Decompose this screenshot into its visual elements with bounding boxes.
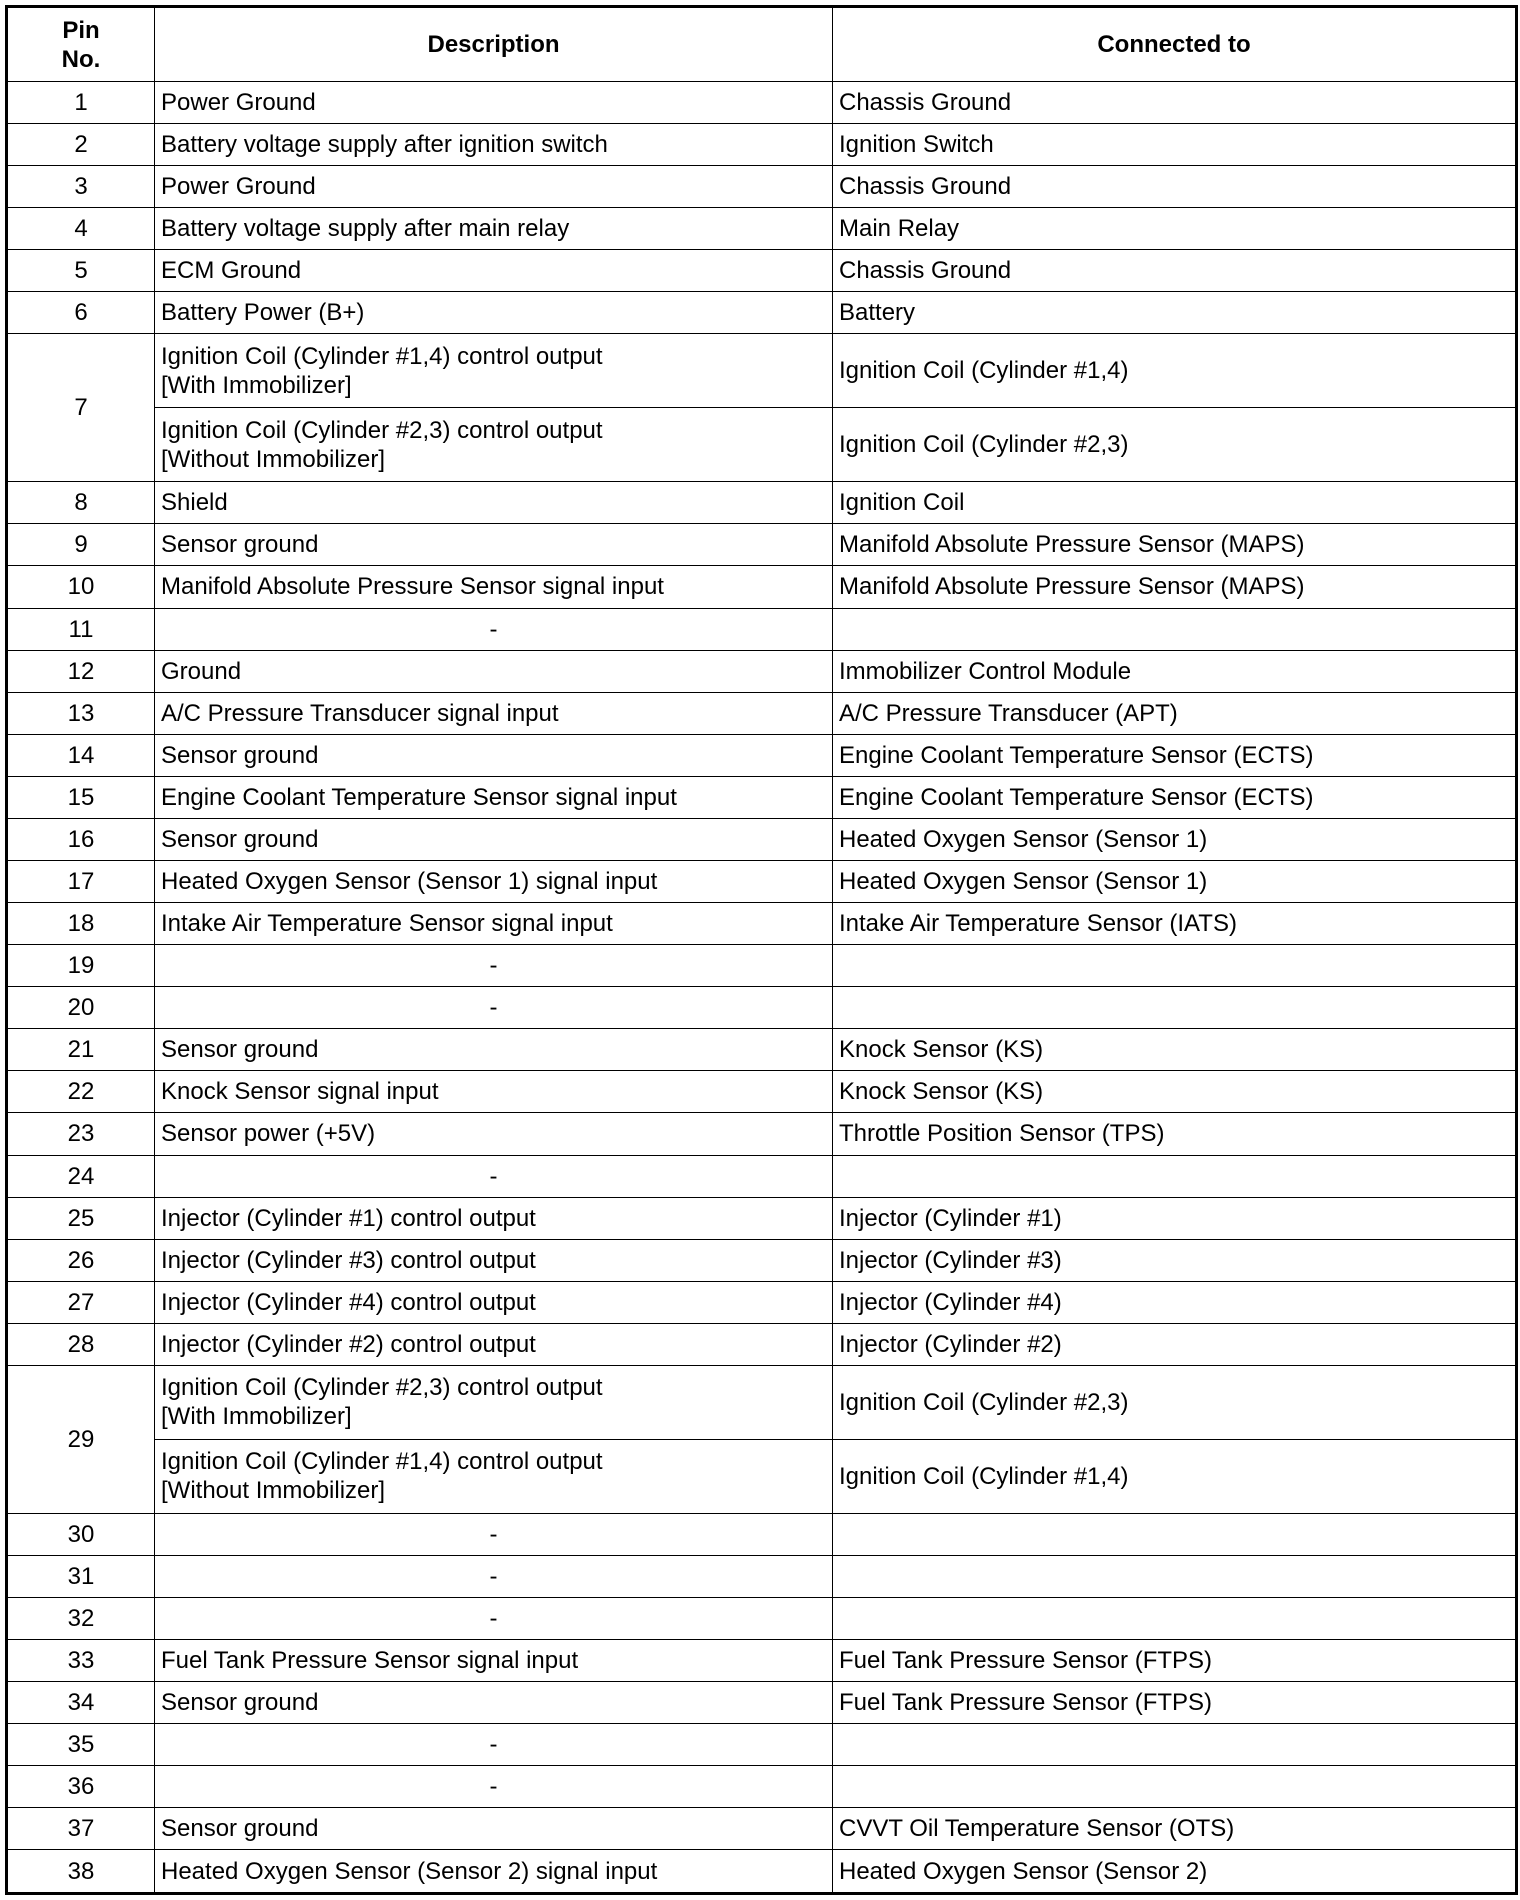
connected-to (833, 1513, 1517, 1555)
table-row (7, 1239, 1517, 1281)
pin-number: 24 (7, 1155, 155, 1197)
pin-description (155, 818, 833, 860)
table-row (7, 1365, 1517, 1439)
connected-to: Chassis Ground (833, 250, 1517, 292)
connected-to: Engine Coolant Temperature Sensor (ECTS) (833, 734, 1517, 776)
description-line: Knock Sensor signal input (161, 1078, 439, 1106)
pin-description (155, 1555, 833, 1597)
description-line: Ignition Coil (Cylinder #1,4) control output (161, 342, 603, 370)
connected-to-header: Connected to (833, 7, 1517, 82)
connected-to: Heated Oxygen Sensor (Sensor 1) (833, 818, 1517, 860)
table-row (7, 1682, 1517, 1724)
description-line: Manifold Absolute Pressure Sensor signal input (161, 573, 664, 601)
table-row (7, 1071, 1517, 1113)
pin-no-header (7, 7, 155, 82)
description-line: - (489, 1520, 498, 1548)
pin-number: 32 (7, 1597, 155, 1639)
pin-description (155, 1239, 833, 1281)
description-line: - (489, 615, 498, 643)
connected-to: Battery (833, 292, 1517, 334)
connected-to: Ignition Coil (Cylinder #1,4) (833, 1439, 1517, 1513)
connected-to: Manifold Absolute Pressure Sensor (MAPS) (833, 524, 1517, 566)
connected-to: Ignition Coil (Cylinder #2,3) (833, 1365, 1517, 1439)
connected-to: Manifold Absolute Pressure Sensor (MAPS) (833, 566, 1517, 608)
pin-description (155, 1197, 833, 1239)
connected-to: Knock Sensor (KS) (833, 1029, 1517, 1071)
pin-description (155, 566, 833, 608)
table-row (7, 1323, 1517, 1365)
description-line: Sensor ground (161, 741, 319, 769)
connected-to (833, 1155, 1517, 1197)
pin-description (155, 692, 833, 734)
description-line: - (489, 994, 498, 1022)
pin-number: 36 (7, 1766, 155, 1808)
pin-description (155, 945, 833, 987)
pin-number: 20 (7, 987, 155, 1029)
table-row (7, 1439, 1517, 1513)
description-line: [Without Immobilizer] (161, 1477, 386, 1505)
pin-number: 3 (7, 166, 155, 208)
table-row (7, 1808, 1517, 1850)
description-line: Sensor ground (161, 825, 319, 853)
pin-description (155, 860, 833, 902)
table-row (7, 1766, 1517, 1808)
table-row (7, 408, 1517, 482)
connected-to: Ignition Coil (Cylinder #1,4) (833, 334, 1517, 408)
connected-to: CVVT Oil Temperature Sensor (OTS) (833, 1808, 1517, 1850)
table-row (7, 1155, 1517, 1197)
connected-to (833, 1555, 1517, 1597)
pin-description (155, 903, 833, 945)
description-line: [With Immobilizer] (161, 371, 352, 399)
description-line: [With Immobilizer] (161, 1403, 352, 1431)
pin-number: 7 (7, 334, 155, 482)
description-line: Battery Power (B+) (161, 299, 365, 327)
table-row (7, 82, 1517, 124)
connected-to: Throttle Position Sensor (TPS) (833, 1113, 1517, 1155)
description-line: Heated Oxygen Sensor (Sensor 2) signal input (161, 1857, 658, 1885)
pin-number: 27 (7, 1281, 155, 1323)
pin-number: 11 (7, 608, 155, 650)
description-line: - (489, 1562, 498, 1590)
table-row (7, 1724, 1517, 1766)
connected-to (833, 987, 1517, 1029)
pin-description (155, 82, 833, 124)
description-line: Battery voltage supply after main relay (161, 215, 570, 243)
table-row (7, 566, 1517, 608)
pin-description (155, 482, 833, 524)
pin-number: 31 (7, 1555, 155, 1597)
table-row (7, 1113, 1517, 1155)
pin-number: 18 (7, 903, 155, 945)
pin-description (155, 124, 833, 166)
connected-to: Chassis Ground (833, 166, 1517, 208)
table-row (7, 903, 1517, 945)
description-line: Ignition Coil (Cylinder #2,3) control output (161, 416, 603, 444)
pin-description (155, 1639, 833, 1681)
table-row (7, 124, 1517, 166)
table-row (7, 1197, 1517, 1239)
table-row (7, 524, 1517, 566)
connected-to: Heated Oxygen Sensor (Sensor 1) (833, 860, 1517, 902)
description-line: Power Ground (161, 89, 316, 117)
connected-to: Injector (Cylinder #3) (833, 1239, 1517, 1281)
table-row (7, 1639, 1517, 1681)
pin-description (155, 1323, 833, 1365)
connected-to: Ignition Coil (Cylinder #2,3) (833, 408, 1517, 482)
pin-number: 21 (7, 1029, 155, 1071)
table-row (7, 1597, 1517, 1639)
pin-number: 12 (7, 650, 155, 692)
pin-number: 37 (7, 1808, 155, 1850)
description-line: Intake Air Temperature Sensor signal input (161, 910, 613, 938)
connected-to: Main Relay (833, 208, 1517, 250)
pin-number: 9 (7, 524, 155, 566)
description-line: Shield (161, 489, 228, 517)
connected-to (833, 1766, 1517, 1808)
pin-description (155, 1113, 833, 1155)
table-row (7, 860, 1517, 902)
connected-to: A/C Pressure Transducer (APT) (833, 692, 1517, 734)
description-line: Heated Oxygen Sensor (Sensor 1) signal input (161, 868, 658, 896)
pin-number: 26 (7, 1239, 155, 1281)
connected-to (833, 945, 1517, 987)
connected-to: Engine Coolant Temperature Sensor (ECTS) (833, 776, 1517, 818)
pin-number: 30 (7, 1513, 155, 1555)
table-row (7, 482, 1517, 524)
connected-to: Fuel Tank Pressure Sensor (FTPS) (833, 1639, 1517, 1681)
connected-to: Chassis Ground (833, 82, 1517, 124)
table-row (7, 166, 1517, 208)
table-row (7, 292, 1517, 334)
pin-number: 2 (7, 124, 155, 166)
table-row (7, 208, 1517, 250)
table-row (7, 734, 1517, 776)
connected-to: Intake Air Temperature Sensor (IATS) (833, 903, 1517, 945)
table-row (7, 608, 1517, 650)
description-line: Injector (Cylinder #1) control output (161, 1204, 536, 1232)
pin-description (155, 292, 833, 334)
description-line: Power Ground (161, 173, 316, 201)
description-line: - (489, 952, 498, 980)
pin-description (155, 1724, 833, 1766)
table-row (7, 250, 1517, 292)
pin-number: 16 (7, 818, 155, 860)
pin-number: 5 (7, 250, 155, 292)
connected-to: Fuel Tank Pressure Sensor (FTPS) (833, 1682, 1517, 1724)
connected-to: Immobilizer Control Module (833, 650, 1517, 692)
table-row (7, 692, 1517, 734)
connected-to: Ignition Coil (833, 482, 1517, 524)
table-row (7, 1281, 1517, 1323)
description-line: Engine Coolant Temperature Sensor signal input (161, 783, 677, 811)
description-line: Ignition Coil (Cylinder #2,3) control output (161, 1374, 603, 1402)
pin-number: 10 (7, 566, 155, 608)
description-line: [Without Immobilizer] (161, 445, 386, 473)
table-row (7, 334, 1517, 408)
pin-description (155, 250, 833, 292)
pin-number: 38 (7, 1850, 155, 1894)
pin-number: 25 (7, 1197, 155, 1239)
description-line: - (489, 1731, 498, 1759)
connected-to (833, 608, 1517, 650)
pin-description (155, 1808, 833, 1850)
pin-header-line1: Pin (62, 16, 100, 44)
pin-description (155, 408, 833, 482)
pin-description (155, 1682, 833, 1724)
description-line: ECM Ground (161, 257, 302, 285)
description-line: - (489, 1162, 498, 1190)
connected-to (833, 1724, 1517, 1766)
description-line: Sensor ground (161, 1815, 319, 1843)
description-line: Sensor ground (161, 1689, 319, 1717)
pin-number: 4 (7, 208, 155, 250)
pin-number: 17 (7, 860, 155, 902)
pin-description (155, 1155, 833, 1197)
connected-to: Knock Sensor (KS) (833, 1071, 1517, 1113)
table-row (7, 1555, 1517, 1597)
description-line: A/C Pressure Transducer signal input (161, 699, 559, 727)
table-row (7, 1850, 1517, 1894)
table-row (7, 650, 1517, 692)
table-body (7, 82, 1517, 1894)
pin-description (155, 524, 833, 566)
pin-number: 23 (7, 1113, 155, 1155)
pin-number: 28 (7, 1323, 155, 1365)
description-header: Description (155, 7, 833, 82)
pin-description-table (5, 5, 1518, 1895)
description-line: Sensor power (+5V) (161, 1120, 376, 1148)
pin-description (155, 334, 833, 408)
table-header-row (7, 7, 1517, 82)
pin-description (155, 734, 833, 776)
pin-description (155, 608, 833, 650)
table-row (7, 818, 1517, 860)
pin-description (155, 1439, 833, 1513)
connected-to: Heated Oxygen Sensor (Sensor 2) (833, 1850, 1517, 1894)
pin-number: 35 (7, 1724, 155, 1766)
pin-number: 13 (7, 692, 155, 734)
pin-number: 1 (7, 82, 155, 124)
description-line: - (489, 1604, 498, 1632)
pin-description (155, 987, 833, 1029)
pin-description (155, 1850, 833, 1894)
connected-to: Ignition Switch (833, 124, 1517, 166)
description-line: Battery voltage supply after ignition switch (161, 131, 608, 159)
table-row (7, 945, 1517, 987)
pin-number: 33 (7, 1639, 155, 1681)
pin-number: 6 (7, 292, 155, 334)
pin-description (155, 1597, 833, 1639)
pin-number: 19 (7, 945, 155, 987)
pin-number: 15 (7, 776, 155, 818)
table-row (7, 1029, 1517, 1071)
description-line: Injector (Cylinder #3) control output (161, 1246, 536, 1274)
description-line: Ignition Coil (Cylinder #1,4) control output (161, 1448, 603, 1476)
connected-to: Injector (Cylinder #4) (833, 1281, 1517, 1323)
pin-number: 8 (7, 482, 155, 524)
description-line: Fuel Tank Pressure Sensor signal input (161, 1647, 579, 1674)
description-line: Ground (161, 657, 242, 685)
pin-number: 34 (7, 1682, 155, 1724)
description-line: Injector (Cylinder #2) control output (161, 1330, 536, 1358)
pin-description (155, 1513, 833, 1555)
pin-description (155, 776, 833, 818)
pin-number: 22 (7, 1071, 155, 1113)
pin-number: 14 (7, 734, 155, 776)
table-row (7, 1513, 1517, 1555)
description-line: Sensor ground (161, 531, 319, 559)
description-line: - (489, 1773, 498, 1801)
connected-to (833, 1597, 1517, 1639)
table-row (7, 987, 1517, 1029)
pin-description (155, 1281, 833, 1323)
pin-description (155, 1029, 833, 1071)
pin-number: 29 (7, 1365, 155, 1513)
description-line: Sensor ground (161, 1036, 319, 1064)
description-line: Injector (Cylinder #4) control output (161, 1288, 536, 1316)
pin-description (155, 208, 833, 250)
pin-description (155, 1766, 833, 1808)
pin-description (155, 650, 833, 692)
table-row (7, 776, 1517, 818)
pin-description (155, 1071, 833, 1113)
pin-description (155, 166, 833, 208)
connected-to: Injector (Cylinder #2) (833, 1323, 1517, 1365)
connected-to: Injector (Cylinder #1) (833, 1197, 1517, 1239)
pin-description (155, 1365, 833, 1439)
pin-header-line2: No. (61, 45, 101, 73)
